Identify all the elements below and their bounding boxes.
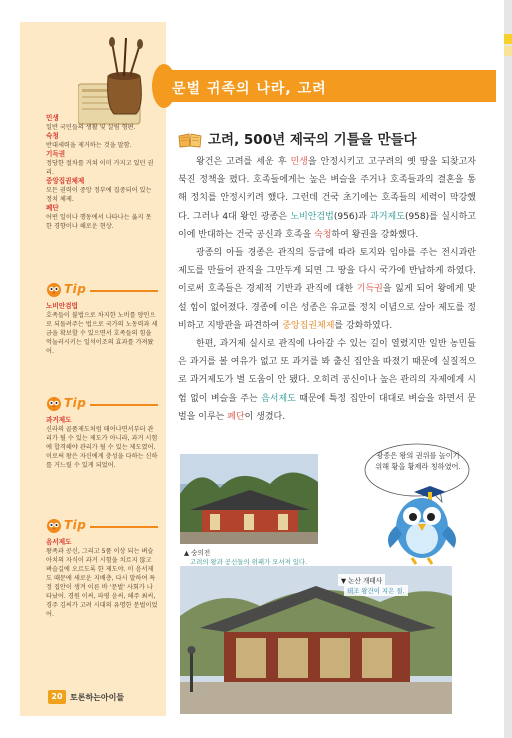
text-run: (958)를 실시하고 이에 반대하는 건국 공신과 호족을 — [178, 211, 476, 240]
vocab-definition: 어떤 일이나 행동에서 나타나는 옳지 못한 경향이나 해로운 현상. — [46, 214, 152, 230]
highlighted-term: 민생 — [290, 157, 308, 167]
tip-label: Tip — [64, 518, 87, 532]
tip-badge — [46, 516, 158, 534]
highlighted-term: 노비안검법 — [290, 211, 334, 222]
vocab-term: 폐단 — [46, 204, 59, 212]
highlighted-term: 숙청 — [314, 229, 332, 240]
vocab-definition: 일반 국민들의 생활 및 살림 형편. — [46, 124, 136, 131]
tip-term: 음서제도 — [46, 538, 72, 546]
highlighted-term: 과거제도 — [370, 211, 405, 222]
tip-box — [46, 394, 158, 470]
tip-label: Tip — [64, 396, 87, 410]
text-run: 때문에 특정 집안이 대대로 벼슬을 하면서 문벌을 이루는 — [178, 393, 476, 422]
body-text — [178, 153, 476, 426]
vocab-definition: 정당한 절차를 거쳐 이미 가지고 있던 권리. — [46, 160, 154, 176]
text-run: 이 생겼다. — [244, 411, 286, 422]
owl-icon — [46, 395, 62, 411]
owl-icon — [46, 281, 62, 297]
vocab-item — [46, 114, 156, 132]
photo-subcaption: 태조 왕건이 지은 절. — [344, 585, 408, 596]
photo-sungui-shrine — [180, 454, 318, 544]
tip-term: 노비안검법 — [46, 302, 78, 310]
vocab-item — [46, 204, 156, 231]
sidebar — [20, 22, 166, 716]
tip-box — [46, 280, 158, 356]
photo-caption: ▲ 숭의전 — [184, 549, 211, 557]
text-run: 를 강화하였다. — [334, 320, 393, 331]
vocab-term: 중앙집권체제 — [46, 177, 85, 185]
text-run: 한편, 과거제 실시로 관직에 나아갈 수 있는 길이 열렸지만 일반 농민들은 과거를 볼 여유가 없고 또 과거를 봐 출신 집안을 따졌기 때문에 실질적으로 과거제도가 별 도움이 안 됐다. 오히려 공신이나 높은 관리의 자제에게 시험 없이 벼슬을 주는 — [178, 339, 476, 404]
vocab-item — [46, 150, 156, 177]
book-icon — [178, 132, 202, 148]
tip-label: Tip — [64, 282, 87, 296]
vocab-definition: 모든 권력이 중앙 정부에 집중되어 있는 정치 체제. — [46, 187, 152, 203]
text-run: 을 잃게 되어 왕에게 맞설 힘이 없어졌다. 경종에 이은 성종은 유교를 정치 이념으로 삼아 제도를 정비하고 지방관을 파견하여 — [178, 284, 476, 331]
page-number: 20 — [48, 690, 66, 704]
vocab-item — [46, 132, 156, 150]
vocab-term: 기득권 — [46, 150, 66, 158]
vocab-item — [46, 177, 156, 204]
text-run: 을 안정시키고 고구려의 옛 땅을 되찾고자 북진 정책을 폈다. 호족들에게는 높은 벼슬을 주거나 호족들과의 결혼을 통해 정치를 안정시키려 했다. 그런데 건국 초기에는 호족들의 세력이 막강했다. 그러나 4대 왕인 광종은 — [178, 157, 476, 222]
highlighted-term: 중앙집권체제 — [282, 320, 335, 331]
tip-definition: 호족들이 불법으로 차지한 노비를 양인으로 되돌려주는 법으로 국가의 노동력과 세금을 확보할 수 있으면서 호족들의 힘을 억눌러시키는 일석이조의 효과를 가져왔어. — [46, 312, 158, 355]
text-run: (956)과 — [333, 211, 371, 222]
vocab-list — [46, 114, 156, 231]
photo-gaetaesa-temple — [180, 566, 452, 714]
tip-badge — [46, 280, 158, 298]
speech-text: 광종은 왕의 권위를 높이기 위해 황을 황제라 칭하였어. — [375, 451, 461, 471]
owl-icon — [46, 517, 62, 533]
right-edge-strip — [504, 0, 512, 738]
vocab-term: 민생 — [46, 114, 59, 122]
publisher-name: 토론하는아이들 — [70, 692, 125, 702]
tip-term: 과거제도 — [46, 416, 72, 424]
text-run: 하여 왕권을 강화했다. — [331, 229, 419, 240]
text-run: 왕건은 고려를 세운 후 — [196, 157, 291, 167]
chapter-title: 문벌 귀족의 나라, 고려 — [172, 81, 327, 97]
tip-definition: 신라의 골품제도처럼 태어나면서부터 관리가 될 수 있는 제도가 아니라, 과거 시험에 합격해야 관리가 될 수 있는 제도였어. 이로써 왕은 자신에게 충성을 다하는 신하를 거느릴 수 있게 되었어. — [46, 426, 158, 469]
body-paragraph — [178, 153, 476, 244]
body-paragraph — [178, 244, 476, 335]
tip-badge — [46, 394, 158, 412]
photo-subcaption: 고려의 왕과 공신들의 위패가 모셔져 있다. — [190, 558, 308, 566]
tip-box — [46, 516, 158, 619]
vocab-term: 숙청 — [46, 132, 59, 140]
highlighted-term: 기득권 — [356, 284, 383, 295]
tip-definition: 왕족과 공신, 그리고 5품 이상 되는 벼슬아치의 자식이 과거 시험을 치르지 않고 벼슬길에 오르도록 한 제도야. 이 음서제도 때문에 새로운 지배층, 다시 말하여 특정 집안이 생겨 이른 바 '문벌' 사회가 나타났어. 경원 이씨, 파평 윤씨, 해주 최씨, 경주 김씨가 고려 시대의 유명한 문벌이었어. — [46, 548, 158, 618]
section-title: 고려, 500년 제국의 기틀을 만들다 — [208, 132, 417, 148]
vocab-definition: 반대세력을 제거하는 것을 말함. — [46, 142, 132, 149]
page-footer — [48, 690, 124, 704]
body-paragraph — [178, 335, 476, 426]
highlighted-term: 음서제도 — [261, 393, 296, 404]
highlighted-term: 폐단 — [227, 411, 245, 422]
owl-mascot-icon — [384, 486, 460, 566]
photo-caption: ▼ 논산 개태사 — [338, 574, 385, 586]
text-run: 광종의 아들 경종은 관직의 등급에 따라 토지와 임야를 주는 전시과란 제도를 만들어 관직을 그만두게 되면 그 땅을 다시 국가에 반납하게 하였다. 이로써 호족들은 경제적 기반과 관직에 대한 — [178, 248, 476, 295]
